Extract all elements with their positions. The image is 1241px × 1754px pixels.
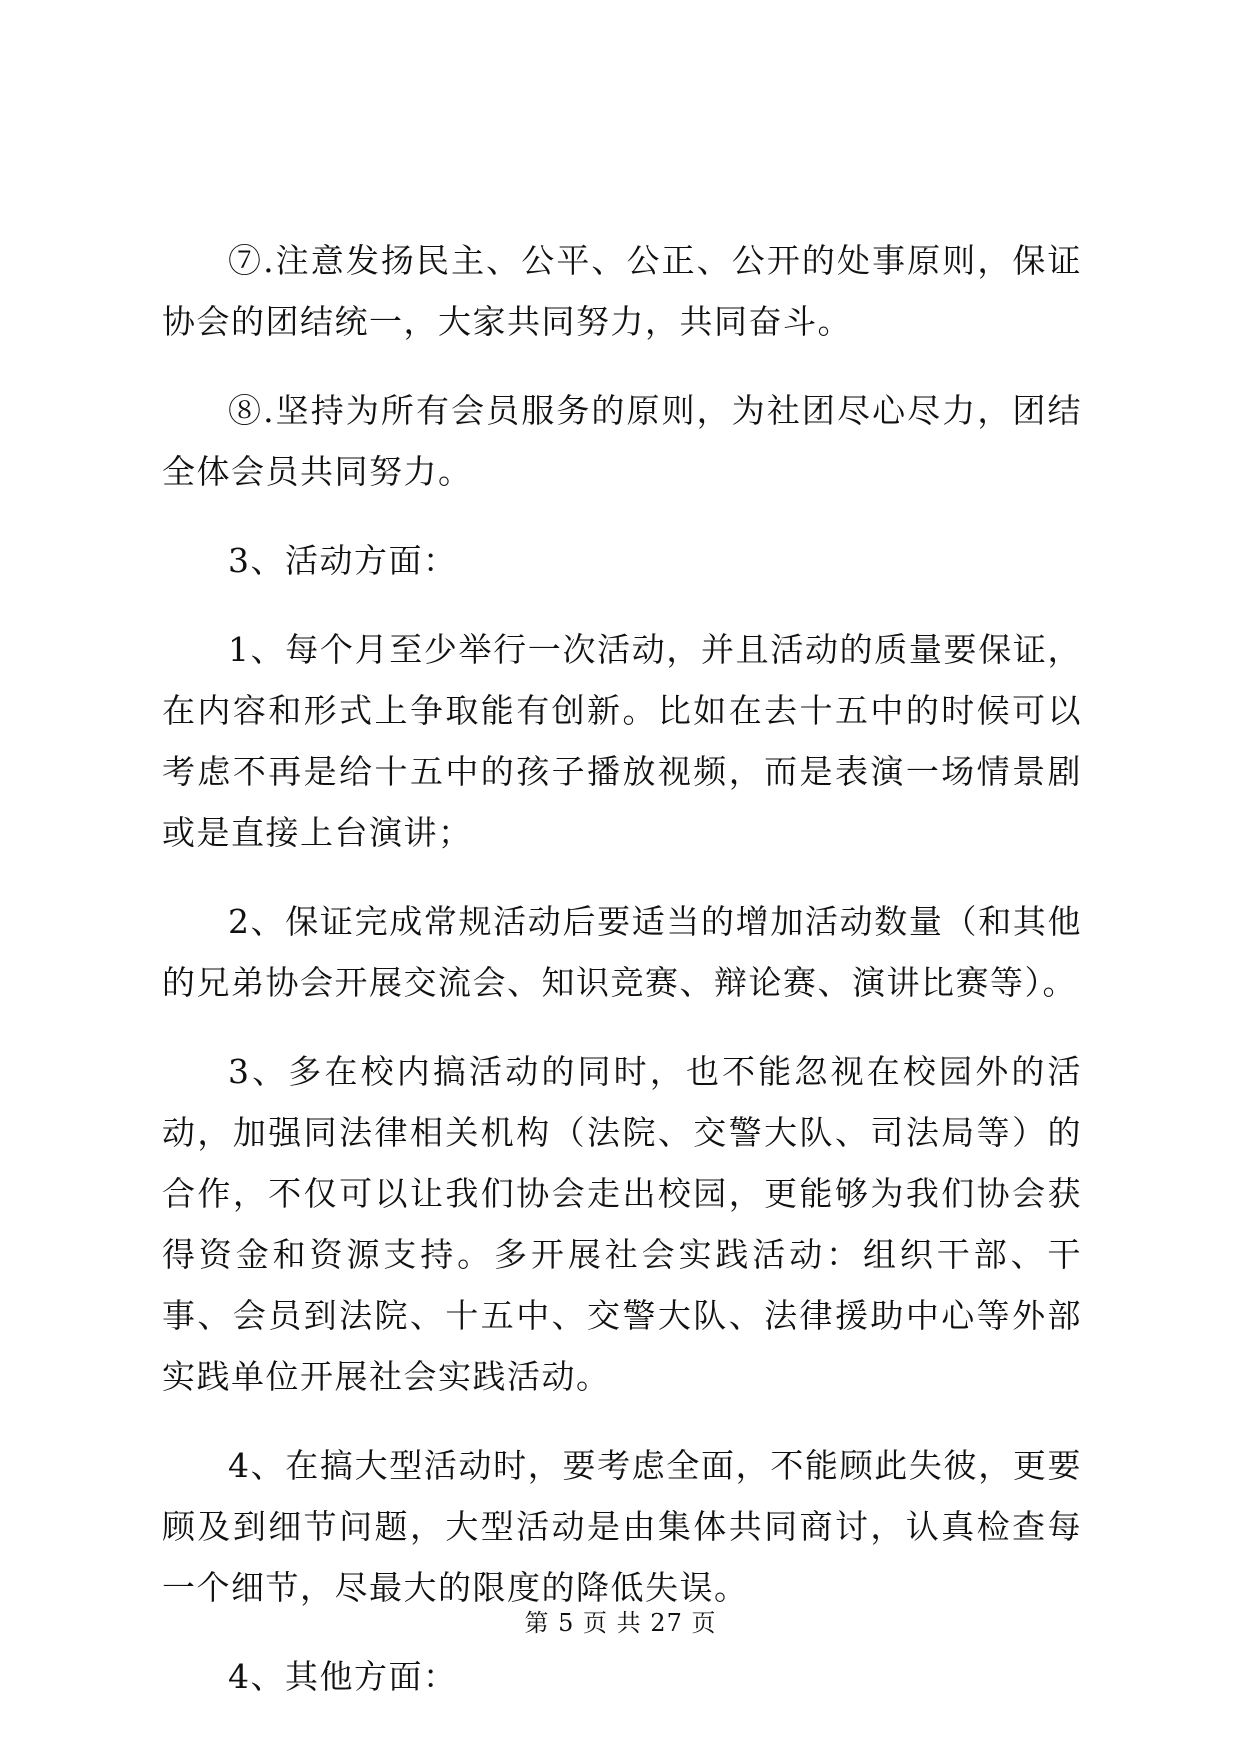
paragraph-activity-2: 2、保证完成常规活动后要适当的增加活动数量（和其他的兄弟协会开展交流会、知识竞赛、辩论赛、演讲比赛等）。 [162,902,1082,1002]
paragraph-principle-8: ⑧.坚持为所有会员服务的原则，为社团尽心尽力，团结全体会员共同努力。 [162,391,1082,491]
section-heading-other: 4、其他方面： [228,1657,458,1696]
section-heading-activities: 3、活动方面： [228,541,458,580]
page-number: 第 5 页 共 27 页 [524,1609,717,1637]
document-body [162,230,1082,1735]
paragraph-principle-7: ⑦.注意发扬民主、公平、公正、公开的处事原则，保证协会的团结统一，大家共同努力，共同奋斗。 [162,241,1082,341]
paragraph-activity-1: 1、每个月至少举行一次活动，并且活动的质量要保证，在内容和形式上争取能有创新。比如在去十五中的时候可以考虑不再是给十五中的孩子播放视频，而是表演一场情景剧或是直接上台演讲； [162,630,1082,852]
paragraph-activity-4: 4、在搞大型活动时，要考虑全面，不能顾此失彼，更要顾及到细节问题，大型活动是由集体共同商讨，认真检查每一个细节，尽最大的限度的降低失误。 [162,1446,1082,1607]
paragraph-activity-3: 3、多在校内搞活动的同时，也不能忽视在校园外的活动，加强同法律相关机构（法院、交警大队、司法局等）的合作，不仅可以让我们协会走出校园，更能够为我们协会获得资金和资源支持。多开展社会实践活动：组织干部、干事、会员到法院、十五中、交警大队、法律援助中心等外部实践单位开展社会实践活动。 [162,1052,1082,1396]
